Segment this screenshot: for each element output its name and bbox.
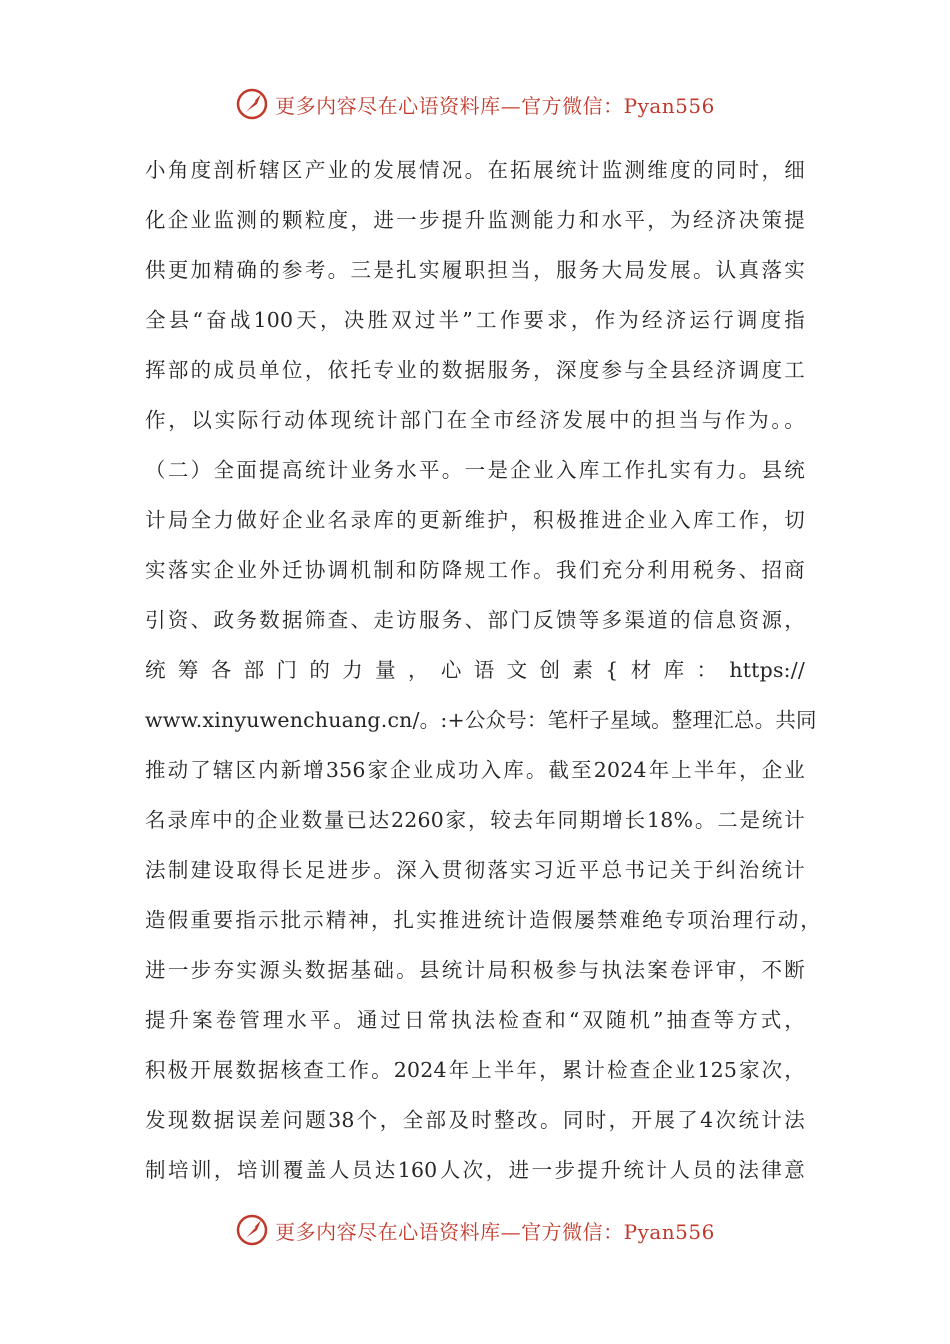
text-line: 推动了辖区内新增356家企业成功入库。截至2024年上半年，企业 [145,758,805,782]
text-line: 化企业监测的颗粒度，进一步提升监测能力和水平，为经济决策提 [145,208,805,232]
quill-logo-icon [235,87,269,121]
text-line: 积极开展数据核查工作。2024年上半年，累计检查企业125家次， [145,1058,805,1082]
header-banner [0,84,950,124]
footer-banner-text: 更多内容尽在心语资料库—官方微信：Pyan556 [275,1219,715,1244]
text-line: 统筹各部门的力量，心语文创素{材库：https:// [145,658,805,682]
text-line: 计局全力做好企业名录库的更新维护，积极推进企业入库工作，切 [145,508,805,532]
text-line: 提升案卷管理水平。通过日常执法检查和“双随机”抽查等方式， [145,1008,805,1032]
text-line: 发现数据误差问题38个，全部及时整改。同时，开展了4次统计法 [145,1108,805,1132]
text-line: 进一步夯实源头数据基础。县统计局积极参与执法案卷评审，不断 [145,958,805,982]
text-line: 实落实企业外迁协调机制和防降规工作。我们充分利用税务、招商 [145,558,805,582]
text-line: 引资、政务数据筛查、走访服务、部门反馈等多渠道的信息资源， [145,608,805,632]
text-line: 作，以实际行动体现统计部门在全市经济发展中的担当与作为。。 [145,408,805,432]
text-line: 供更加精确的参考。三是扎实履职担当，服务大局发展。认真落实 [145,258,805,282]
quill-logo-icon [235,1213,269,1247]
header-banner-text: 更多内容尽在心语资料库—官方微信：Pyan556 [275,93,715,118]
text-line: 法制建设取得长足进步。深入贯彻落实习近平总书记关于纠治统计 [145,858,805,882]
text-line: 造假重要指示批示精神，扎实推进统计造假屡禁难绝专项治理行动， [145,908,821,932]
text-line: 名录库中的企业数量已达2260家，较去年同期增长18%。二是统计 [145,808,805,832]
footer-banner [0,1210,950,1250]
text-line: 全县“奋战100天，决胜双过半”工作要求，作为经济运行调度指 [145,308,805,332]
text-line: （二）全面提高统计业务水平。一是企业入库工作扎实有力。县统 [145,458,805,482]
document-body [145,145,821,1195]
text-line: 制培训，培训覆盖人员达160人次，进一步提升统计人员的法律意 [145,1158,805,1182]
text-line: 小角度剖析辖区产业的发展情况。在拓展统计监测维度的同时，细 [145,158,805,182]
text-line: 挥部的成员单位，依托专业的数据服务，深度参与全县经济调度工 [145,358,805,382]
text-line: www.xinyuwenchuang.cn/。:+公众号：笔杆子星域。整理汇总。共同 [145,708,817,732]
